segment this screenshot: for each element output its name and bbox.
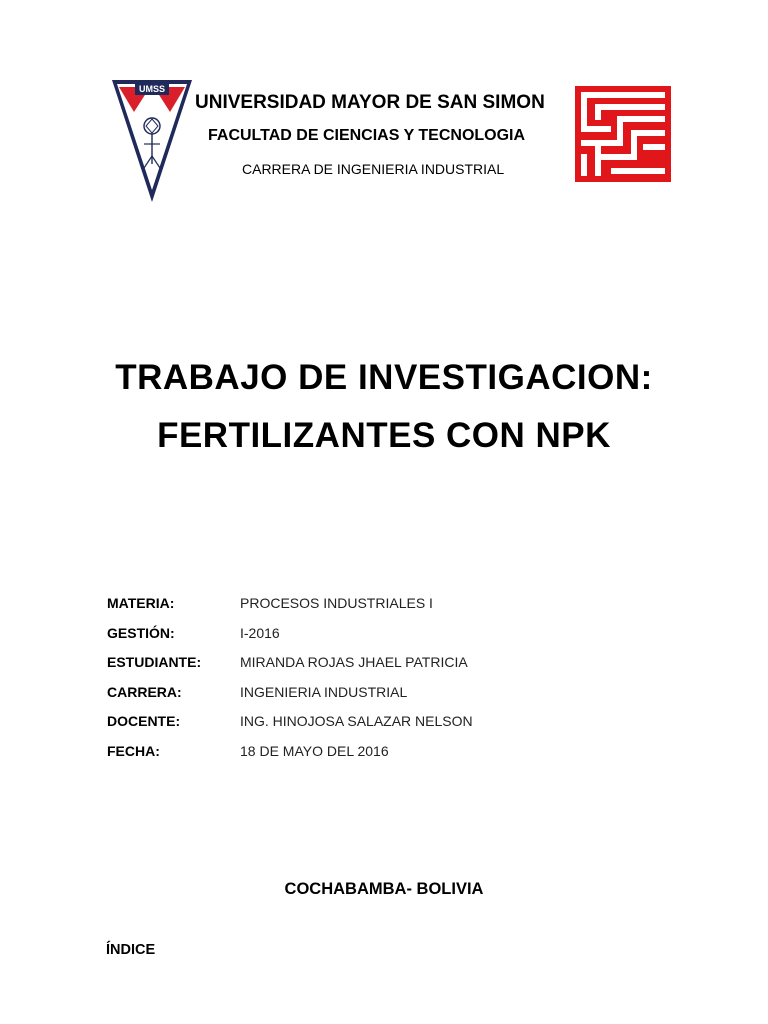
info-value: PROCESOS INDUSTRIALES I xyxy=(240,595,433,611)
info-row-estudiante xyxy=(107,653,473,683)
info-row-materia xyxy=(107,594,473,624)
info-label: FECHA: xyxy=(107,742,160,759)
info-value: INGENIERIA INDUSTRIAL xyxy=(240,683,408,700)
document-title-line2: FERTILIZANTES CON NPK xyxy=(157,416,611,455)
career-name: CARRERA DE INGENIERIA INDUSTRIAL xyxy=(242,161,505,177)
fcyt-logo xyxy=(575,86,671,182)
document-title-line1: TRABAJO DE INVESTIGACION: xyxy=(115,358,653,397)
info-value: I-2016 xyxy=(240,624,280,641)
info-value: ING. HINOJOSA SALAZAR NELSON xyxy=(240,713,473,730)
info-row-gestion xyxy=(107,624,473,654)
university-name: UNIVERSIDAD MAYOR DE SAN SIMON xyxy=(195,92,545,113)
info-label: DOCENTE: xyxy=(107,713,181,730)
info-table xyxy=(107,594,473,772)
umss-logo xyxy=(110,78,194,204)
info-row-docente xyxy=(107,712,473,742)
info-value: 18 DE MAYO DEL 2016 xyxy=(240,742,389,759)
index-heading: ÍNDICE xyxy=(106,942,156,958)
info-row-fecha xyxy=(107,742,473,772)
location-footer: COCHABAMBA- BOLIVIA xyxy=(284,880,484,898)
info-row-carrera xyxy=(107,683,473,713)
info-label: MATERIA: xyxy=(107,595,175,611)
info-label: GESTIÓN: xyxy=(107,624,175,641)
svg-text:UMSS: UMSS xyxy=(138,84,166,94)
info-label: ESTUDIANTE: xyxy=(107,654,202,671)
info-value: MIRANDA ROJAS JHAEL PATRICIA xyxy=(240,654,468,671)
info-label: CARRERA: xyxy=(107,683,182,700)
faculty-name: FACULTAD DE CIENCIAS Y TECNOLOGIA xyxy=(208,127,526,144)
